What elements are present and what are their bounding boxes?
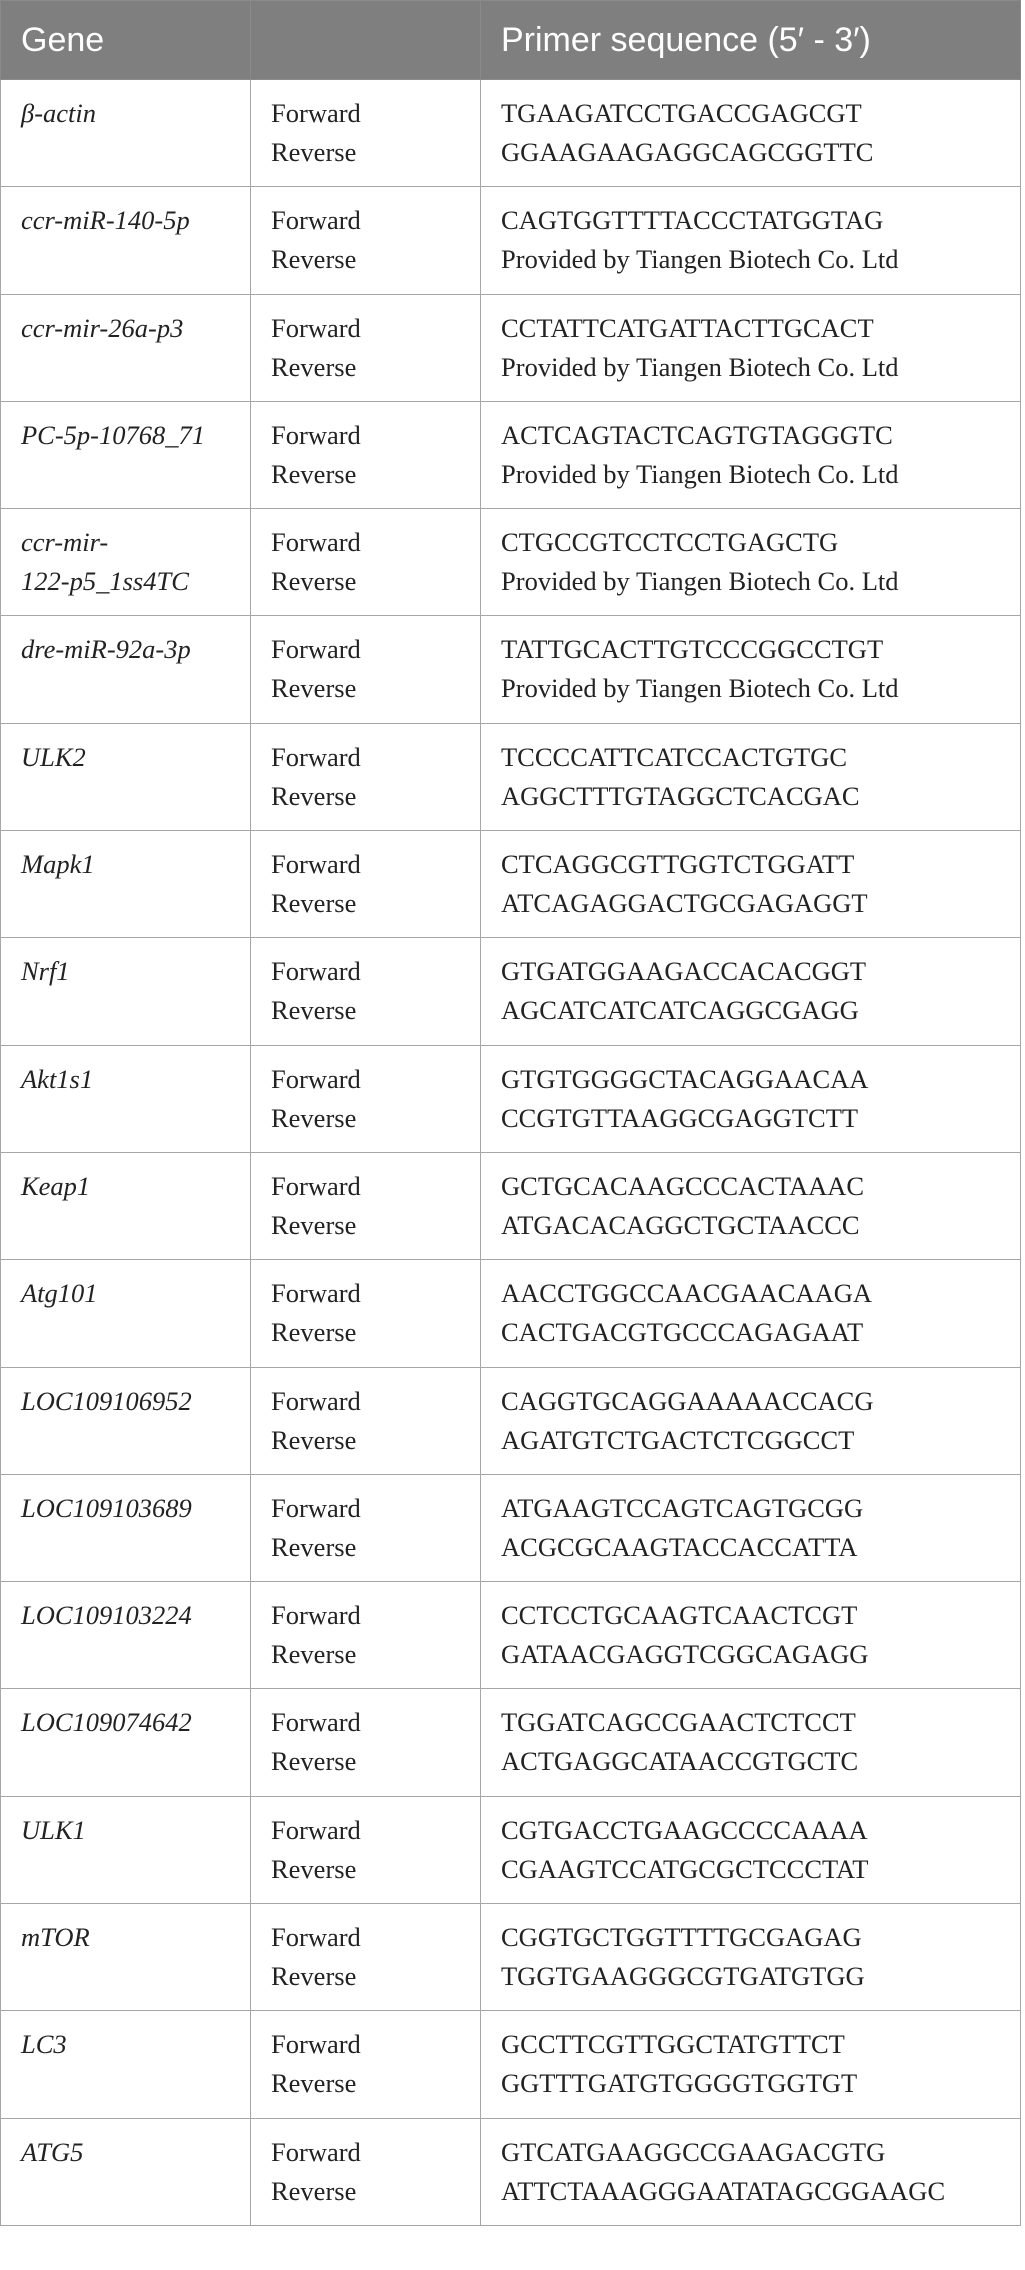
forward-label: Forward — [271, 1170, 361, 1201]
direction-cell — [251, 1582, 481, 1689]
sequence-cell — [481, 1367, 1021, 1474]
reverse-sequence: AGATGTCTGACTCTCGGCCT — [501, 1424, 855, 1455]
gene-cell — [1, 1474, 251, 1581]
gene-cell — [1, 1689, 251, 1796]
table-row — [1, 294, 1021, 401]
gene-name: Nrf1 — [21, 956, 70, 987]
direction-cell — [251, 2011, 481, 2118]
gene-name: Mapk1 — [21, 849, 95, 880]
gene-name: ATG5 — [21, 2136, 84, 2167]
header-gene: Gene — [1, 1, 251, 80]
forward-sequence: CCTCCTGCAAGTCAACTCGT — [501, 1600, 858, 1631]
forward-label: Forward — [271, 1063, 361, 1094]
gene-name: β-actin — [21, 98, 97, 128]
gene-cell — [1, 1904, 251, 2011]
header-direction — [251, 1, 481, 80]
gene-name-continued: 122-p5_1ss4TC — [21, 566, 189, 597]
sequence-cell — [481, 723, 1021, 830]
reverse-sequence: CCGTGTTAAGGCGAGGTCTT — [501, 1102, 859, 1133]
reverse-sequence: CACTGACGTGCCCAGAGAAT — [501, 1317, 864, 1348]
gene-cell — [1, 2118, 251, 2225]
gene-name: Atg101 — [21, 1278, 98, 1309]
gene-cell — [1, 80, 251, 187]
forward-sequence: TGGATCAGCCGAACTCTCCT — [501, 1707, 856, 1738]
sequence-cell — [481, 294, 1021, 401]
reverse-label: Reverse — [271, 1639, 357, 1670]
forward-sequence: CTCAGGCGTTGGTCTGGATT — [501, 849, 855, 880]
reverse-label: Reverse — [271, 244, 357, 275]
reverse-sequence: Provided by Tiangen Biotech Co. Ltd — [501, 244, 899, 275]
forward-label: Forward — [271, 849, 361, 880]
table-row — [1, 1582, 1021, 1689]
reverse-sequence: AGCATCATCATCAGGCGAGG — [501, 995, 859, 1026]
sequence-cell — [481, 80, 1021, 187]
forward-label: Forward — [271, 205, 361, 236]
reverse-label: Reverse — [271, 1746, 357, 1777]
gene-name: Keap1 — [21, 1170, 91, 1201]
sequence-cell — [481, 401, 1021, 508]
gene-cell — [1, 2011, 251, 2118]
forward-label: Forward — [271, 1492, 361, 1523]
table-row — [1, 187, 1021, 294]
gene-name: ccr-mir-26a-p3 — [21, 312, 184, 343]
table-row — [1, 938, 1021, 1045]
table-row — [1, 1045, 1021, 1152]
direction-cell — [251, 294, 481, 401]
forward-sequence: CTGCCGTCCTCCTGAGCTG — [501, 527, 839, 558]
forward-label: Forward — [271, 312, 361, 343]
forward-label: Forward — [271, 1707, 361, 1738]
table-row — [1, 2011, 1021, 2118]
direction-cell — [251, 831, 481, 938]
gene-name: dre-miR-92a-3p — [21, 634, 191, 665]
forward-label: Forward — [271, 956, 361, 987]
forward-label: Forward — [271, 98, 361, 128]
gene-name: LOC109106952 — [21, 1385, 192, 1416]
direction-cell — [251, 187, 481, 294]
gene-cell — [1, 294, 251, 401]
sequence-cell — [481, 187, 1021, 294]
forward-label: Forward — [271, 2136, 361, 2167]
sequence-cell — [481, 1582, 1021, 1689]
reverse-label: Reverse — [271, 2175, 357, 2206]
direction-cell — [251, 1689, 481, 1796]
reverse-label: Reverse — [271, 1961, 357, 1992]
reverse-sequence: ACTGAGGCATAACCGTGCTC — [501, 1746, 859, 1777]
gene-cell — [1, 1367, 251, 1474]
direction-cell — [251, 2118, 481, 2225]
sequence-cell — [481, 1474, 1021, 1581]
gene-cell — [1, 1260, 251, 1367]
forward-sequence: GCTGCACAAGCCCACTAAAC — [501, 1170, 865, 1201]
reverse-label: Reverse — [271, 2068, 357, 2099]
gene-name: LOC109103689 — [21, 1492, 192, 1523]
forward-label: Forward — [271, 1922, 361, 1953]
sequence-cell — [481, 831, 1021, 938]
reverse-sequence: ACGCGCAAGTACCACCATTA — [501, 1531, 858, 1562]
forward-label: Forward — [271, 1814, 361, 1845]
table-row — [1, 1260, 1021, 1367]
reverse-label: Reverse — [271, 995, 357, 1026]
forward-sequence: CGGTGCTGGTTTTGCGAGAG — [501, 1922, 862, 1953]
gene-name: ULK2 — [21, 741, 86, 772]
table-row — [1, 1367, 1021, 1474]
reverse-sequence: GGAAGAAGAGGCAGCGGTTC — [501, 137, 874, 167]
forward-sequence: TCCCCATTCATCCACTGTGC — [501, 741, 848, 772]
forward-sequence: ACTCAGTACTCAGTGTAGGGTC — [501, 419, 893, 450]
forward-label: Forward — [271, 419, 361, 450]
forward-sequence: GTGATGGAAGACCACACGGT — [501, 956, 867, 987]
gene-cell — [1, 401, 251, 508]
reverse-sequence: AGGCTTTGTAGGCTCACGAC — [501, 780, 860, 811]
forward-label: Forward — [271, 1600, 361, 1631]
reverse-label: Reverse — [271, 780, 357, 811]
sequence-cell — [481, 616, 1021, 723]
header-primer-sequence: Primer sequence (5′ - 3′) — [481, 1, 1021, 80]
forward-sequence: GCCTTCGTTGGCTATGTTCT — [501, 2029, 845, 2060]
forward-label: Forward — [271, 1278, 361, 1309]
table-row — [1, 509, 1021, 616]
gene-name: ccr-miR-140-5p — [21, 205, 190, 236]
reverse-sequence: GATAACGAGGTCGGCAGAGG — [501, 1639, 869, 1670]
reverse-label: Reverse — [271, 458, 357, 489]
forward-label: Forward — [271, 2029, 361, 2060]
sequence-cell — [481, 1689, 1021, 1796]
reverse-sequence: ATTCTAAAGGGAATATAGCGGAAGC — [501, 2175, 946, 2206]
gene-name: LOC109103224 — [21, 1600, 192, 1631]
forward-sequence: GTCATGAAGGCCGAAGACGTG — [501, 2136, 886, 2167]
direction-cell — [251, 401, 481, 508]
forward-label: Forward — [271, 527, 361, 558]
sequence-cell — [481, 1904, 1021, 2011]
reverse-sequence: Provided by Tiangen Biotech Co. Ltd — [501, 566, 899, 597]
forward-label: Forward — [271, 1385, 361, 1416]
gene-name: LOC109074642 — [21, 1707, 192, 1738]
forward-sequence: GTGTGGGGCTACAGGAACAA — [501, 1063, 869, 1094]
table-row — [1, 1474, 1021, 1581]
forward-label: Forward — [271, 634, 361, 665]
table-row — [1, 1796, 1021, 1903]
sequence-cell — [481, 2118, 1021, 2225]
gene-name: Akt1s1 — [21, 1063, 94, 1094]
reverse-label: Reverse — [271, 566, 357, 597]
reverse-label: Reverse — [271, 1209, 357, 1240]
gene-name: PC-5p-10768_71 — [21, 419, 206, 450]
reverse-sequence: ATGACACAGGCTGCTAACCC — [501, 1209, 860, 1240]
gene-cell — [1, 187, 251, 294]
sequence-cell — [481, 2011, 1021, 2118]
gene-cell — [1, 831, 251, 938]
gene-cell — [1, 1796, 251, 1903]
forward-sequence: TGAAGATCCTGACCGAGCGT — [501, 98, 862, 128]
direction-cell — [251, 1152, 481, 1259]
direction-cell — [251, 1367, 481, 1474]
sequence-cell — [481, 1152, 1021, 1259]
gene-cell — [1, 1582, 251, 1689]
reverse-label: Reverse — [271, 137, 357, 167]
table-row — [1, 401, 1021, 508]
reverse-label: Reverse — [271, 673, 357, 704]
sequence-cell — [481, 1796, 1021, 1903]
reverse-label: Reverse — [271, 1853, 357, 1884]
reverse-sequence: TGGTGAAGGGCGTGATGTGG — [501, 1961, 865, 1992]
reverse-sequence: Provided by Tiangen Biotech Co. Ltd — [501, 673, 899, 704]
direction-cell — [251, 1474, 481, 1581]
direction-cell — [251, 80, 481, 187]
direction-cell — [251, 509, 481, 616]
direction-cell — [251, 938, 481, 1045]
gene-name: ULK1 — [21, 1814, 86, 1845]
reverse-label: Reverse — [271, 1102, 357, 1133]
table-row — [1, 80, 1021, 187]
reverse-sequence: Provided by Tiangen Biotech Co. Ltd — [501, 458, 899, 489]
gene-cell — [1, 723, 251, 830]
reverse-label: Reverse — [271, 1317, 357, 1348]
reverse-label: Reverse — [271, 351, 357, 382]
table-row — [1, 2118, 1021, 2225]
gene-name: LC3 — [21, 2029, 67, 2060]
sequence-cell — [481, 1045, 1021, 1152]
forward-sequence: CCTATTCATGATTACTTGCACT — [501, 312, 874, 343]
direction-cell — [251, 616, 481, 723]
table-row — [1, 723, 1021, 830]
reverse-label: Reverse — [271, 1424, 357, 1455]
gene-name: ccr-mir- — [21, 527, 109, 558]
sequence-cell — [481, 1260, 1021, 1367]
direction-cell — [251, 1796, 481, 1903]
gene-cell — [1, 1152, 251, 1259]
table-row — [1, 831, 1021, 938]
direction-cell — [251, 1904, 481, 2011]
table-header-row — [1, 1, 1021, 80]
table-body — [1, 80, 1021, 2226]
forward-sequence: AACCTGGCCAACGAACAAGA — [501, 1278, 873, 1309]
gene-name: mTOR — [21, 1922, 90, 1953]
reverse-label: Reverse — [271, 888, 357, 919]
forward-sequence: CGTGACCTGAAGCCCCAAAA — [501, 1814, 868, 1845]
table-row — [1, 616, 1021, 723]
gene-cell — [1, 1045, 251, 1152]
sequence-cell — [481, 509, 1021, 616]
reverse-label: Reverse — [271, 1531, 357, 1562]
forward-sequence: CAGGTGCAGGAAAAACCACG — [501, 1385, 874, 1416]
gene-cell — [1, 616, 251, 723]
direction-cell — [251, 723, 481, 830]
gene-cell — [1, 509, 251, 616]
gene-cell — [1, 938, 251, 1045]
reverse-sequence: Provided by Tiangen Biotech Co. Ltd — [501, 351, 899, 382]
direction-cell — [251, 1260, 481, 1367]
direction-cell — [251, 1045, 481, 1152]
reverse-sequence: CGAAGTCCATGCGCTCCCTAT — [501, 1853, 869, 1884]
table-row — [1, 1152, 1021, 1259]
sequence-cell — [481, 938, 1021, 1045]
reverse-sequence: ATCAGAGGACTGCGAGAGGT — [501, 888, 868, 919]
reverse-sequence: GGTTTGATGTGGGGTGGTGT — [501, 2068, 858, 2099]
table-row — [1, 1904, 1021, 2011]
forward-label: Forward — [271, 741, 361, 772]
forward-sequence: CAGTGGTTTTACCCTATGGTAG — [501, 205, 884, 236]
forward-sequence: TATTGCACTTGTCCCGGCCTGT — [501, 634, 884, 665]
table-row — [1, 1689, 1021, 1796]
forward-sequence: ATGAAGTCCAGTCAGTGCGG — [501, 1492, 864, 1523]
